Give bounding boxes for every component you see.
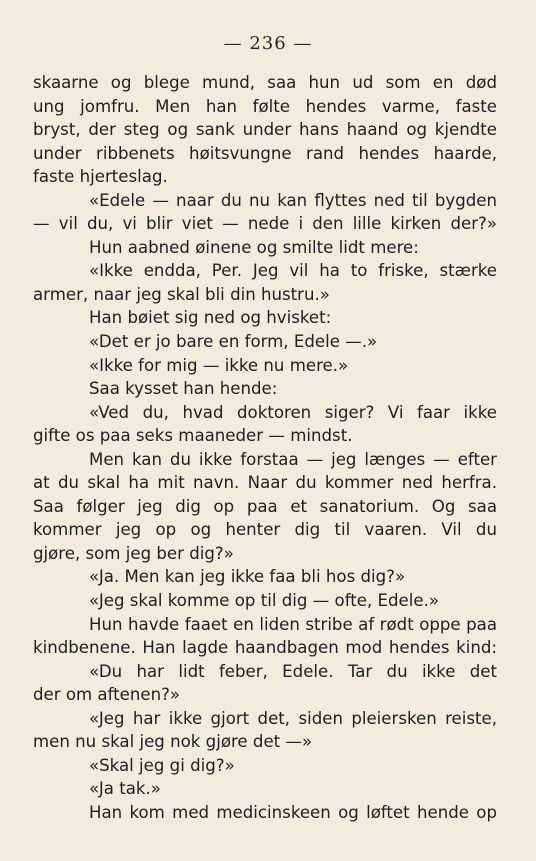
text-line: «Du har lidt feber, Edele. Tar du ikke det xyxy=(89,661,497,681)
text-line: Men kan du ikke forstaa — jeg længes — efter xyxy=(89,449,497,469)
text-line: «Ja tak.» xyxy=(89,779,161,799)
text-line: bryst, der steg og sank under hans haand og kjendte xyxy=(33,120,497,140)
text-line: «Ikke for mig — ikke nu mere.» xyxy=(89,355,349,375)
text-line: faste hjerteslag. xyxy=(33,167,168,187)
text-line: der om aftenen?» xyxy=(33,685,181,705)
text-line: ung jomfru. Men han følte hendes varme, faste xyxy=(33,96,497,116)
text-line: Han bøiet sig ned og hvisket: xyxy=(89,308,332,328)
text-line: «Ikke endda, Per. Jeg vil ha to friske, stærke xyxy=(89,261,497,281)
body-text xyxy=(33,71,497,825)
text-line: Han kom med medicinskeen og løftet hende op xyxy=(89,802,497,822)
text-line: «Det er jo bare en form, Edele —.» xyxy=(89,332,378,352)
text-line: skaarne og blege mund, saa hun ud som en død xyxy=(33,73,497,92)
text-line: kindbenene. Han lagde haandbagen mod hendes kind: xyxy=(33,638,497,658)
text-line: — vil du, vi blir viet — nede i den lille kirken der?» xyxy=(33,214,497,234)
text-line: gifte os paa seks maaneder — mindst. xyxy=(33,426,353,446)
text-line: «Ja. Men kan jeg ikke faa bli hos dig?» xyxy=(89,567,406,587)
page-number: — 236 — xyxy=(223,33,313,54)
text-line: under ribbenets høitsvungne rand hendes haarde, xyxy=(33,143,497,163)
text-line: Hun havde faaet en liden stribe af rødt oppe paa xyxy=(89,614,497,634)
text-line: «Ved du, hvad doktoren siger? Vi faar ikke xyxy=(89,402,497,422)
text-line: «Jeg har ikke gjort det, siden pleiersken reiste, xyxy=(89,708,497,728)
text-line: «Edele — naar du nu kan flyttes ned til bygden xyxy=(89,190,497,210)
text-line: Hun aabned øinene og smilte lidt mere: xyxy=(89,237,419,257)
text-line: kommer jeg op og henter dig til vaaren. Vil du xyxy=(33,520,497,540)
text-line: Saa kysset han hende: xyxy=(89,379,278,399)
text-line: men nu skal jeg nok gjøre det —» xyxy=(33,732,313,752)
text-line: at du skal ha mit navn. Naar du kommer ned herfra. xyxy=(33,473,497,493)
text-line: Saa følger jeg dig op paa et sanatorium. Og saa xyxy=(33,496,497,516)
text-line: armer, naar jeg skal bli din hustru.» xyxy=(33,284,330,304)
text-line: «Jeg skal komme op til dig — ofte, Edele.» xyxy=(89,591,439,611)
text-line: gjøre, som jeg ber dig?» xyxy=(33,543,234,563)
text-line: «Skal jeg gi dig?» xyxy=(89,755,235,775)
